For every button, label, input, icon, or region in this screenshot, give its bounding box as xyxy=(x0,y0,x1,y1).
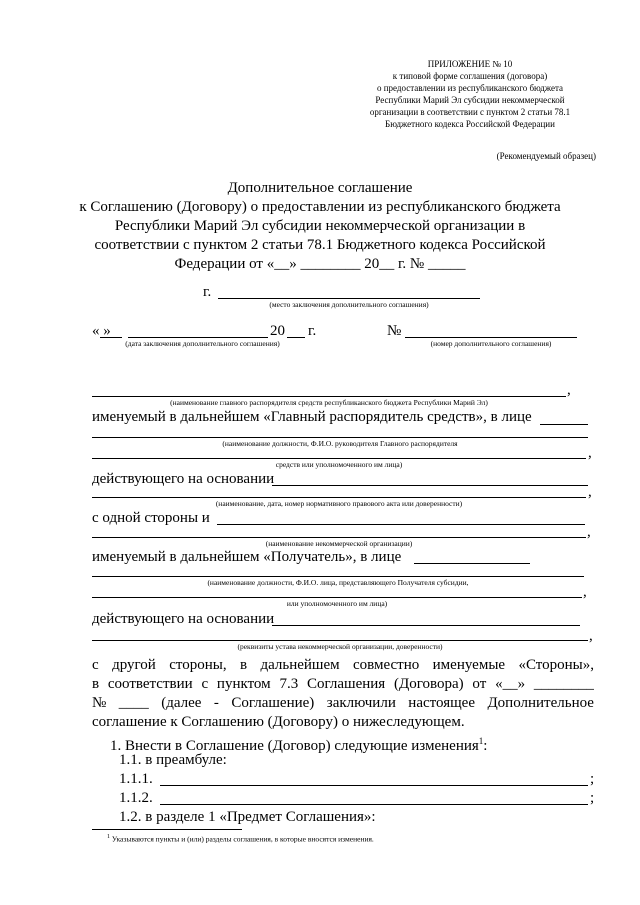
title-line-4: соответствии с пунктом 2 статьи 78.1 Бюджетного кодекса Российской xyxy=(94,237,546,253)
place-field-line[interactable] xyxy=(218,298,480,299)
word: 7.3 xyxy=(279,676,299,692)
manager-person-line-a[interactable] xyxy=(540,424,588,425)
title-line-3: Республики Марий Эл субсидии некоммерческой организации в xyxy=(114,218,526,234)
word: (Договора) xyxy=(393,676,464,692)
word: пунктом xyxy=(216,676,271,692)
item-1-text: 1. Внести в Соглашение (Договор) следующие изменения xyxy=(110,738,479,754)
item-1-1: 1.1. в преамбуле: xyxy=(119,752,227,768)
org-name-line-b[interactable] xyxy=(92,537,586,538)
month-field-line[interactable] xyxy=(128,337,268,338)
word: совместно xyxy=(353,657,420,673)
footnote xyxy=(107,833,374,844)
recommended-sample: (Рекомендуемый образец) xyxy=(496,151,596,161)
recipient-person-line-c[interactable] xyxy=(92,597,582,598)
word: с xyxy=(201,676,209,692)
appendix-line-2: к типовой форме соглашения (договора) xyxy=(392,71,548,81)
position-caption-1b: средств или уполномоченного им лица) xyxy=(275,460,403,469)
appendix-line-6: Бюджетного кодекса Российской Федерации xyxy=(385,119,555,129)
semicolon-2: ; xyxy=(590,790,595,806)
manager-person-line-c[interactable] xyxy=(92,458,586,459)
footnote-divider xyxy=(92,829,242,830)
word: заключили xyxy=(326,695,396,711)
semicolon-1: ; xyxy=(590,771,595,787)
word: в xyxy=(239,657,248,673)
appendix-line-1: ПРИЛОЖЕНИЕ № 10 xyxy=(427,59,513,69)
item-1-1-1: 1.1.1. xyxy=(119,771,153,787)
word: соответствии xyxy=(107,676,193,692)
footnote-text: Указываются пункты и (или) разделы соглашения, в которые вносятся изменения. xyxy=(111,834,374,844)
one-side-text: с одной стороны и xyxy=(92,510,210,526)
recipient-person-line-a[interactable] xyxy=(414,563,530,564)
word: настоящее xyxy=(408,695,475,711)
word: от xyxy=(472,676,487,692)
number-sign: № xyxy=(387,323,402,339)
word: другой xyxy=(112,657,156,673)
word: именуемые xyxy=(432,657,506,673)
word: ____ xyxy=(118,695,149,711)
appendix-line-3: о предоставлении из республиканского бюджета xyxy=(376,83,564,93)
date-year: 20 xyxy=(270,323,285,339)
word: - xyxy=(213,695,219,711)
comma-6: , xyxy=(589,628,593,644)
item-1-1-2-line[interactable] xyxy=(160,804,588,805)
acting-basis-1: действующего на основании xyxy=(92,471,275,487)
place-prefix: г. xyxy=(203,284,212,300)
word: № xyxy=(92,695,107,711)
appendix-line-4: Республики Марий Эл субсидии некоммерческой xyxy=(375,95,565,105)
basis-2-line-a[interactable] xyxy=(272,625,580,626)
paragraph-line-4: соглашение к Соглашению (Договору) о нижеследующем. xyxy=(92,714,465,730)
appendix-line-5: организации в соответствии с пунктом 2 статьи 78.1 xyxy=(369,107,571,117)
place-caption: (место заключения дополнительного соглашения) xyxy=(269,300,429,309)
position-caption-2b: или уполномоченного им лица) xyxy=(286,599,388,608)
day-field-line[interactable] xyxy=(100,337,122,338)
title-line-1: Дополнительное соглашение xyxy=(227,180,413,196)
word: дальнейшем xyxy=(260,657,340,673)
basis-1-line-b[interactable] xyxy=(92,497,586,498)
comma-3: , xyxy=(588,484,592,500)
basis-2-line-b[interactable] xyxy=(92,640,588,641)
footnote-mark: 1 xyxy=(107,834,110,840)
date-year-suffix: г. xyxy=(308,323,317,339)
main-manager-caption: (наименование главного распорядителя средств республиканского бюджета Республики Марий Эл) xyxy=(170,398,488,407)
basis-1-line-a[interactable] xyxy=(272,485,588,486)
item-1-colon: : xyxy=(483,738,488,754)
paragraph-line-2 xyxy=(92,675,594,694)
word: (далее xyxy=(161,695,202,711)
document-title xyxy=(70,179,570,274)
title-line-2: к Соглашению (Договору) о предоставлении из республиканского бюджета xyxy=(79,199,561,215)
word: в xyxy=(92,676,100,692)
word: ________ xyxy=(533,676,594,692)
number-caption: (номер дополнительного соглашения) xyxy=(430,339,552,348)
named-main-manager: именуемый в дальнейшем «Главный распорядитель средств», в лице xyxy=(92,409,532,425)
word: «__» xyxy=(495,676,526,692)
org-caption: (наименование некоммерческой организации) xyxy=(265,539,413,548)
item-1-2: 1.2. в разделе 1 «Предмет Соглашения»: xyxy=(119,809,376,825)
org-name-line-a[interactable] xyxy=(217,524,585,525)
agreement-number-line[interactable] xyxy=(405,337,577,338)
comma-5: , xyxy=(583,584,587,600)
appendix-block xyxy=(350,58,590,130)
basis-1-caption: (наименование, дата, номер нормативного правового акта или доверенности) xyxy=(215,499,463,508)
date-caption: (дата заключения дополнительного соглашения) xyxy=(125,339,280,348)
position-caption-1: (наименование должности, Ф.И.О. руководителя Главного распорядителя xyxy=(222,439,458,448)
word: Соглашения xyxy=(306,676,386,692)
paragraph-line-1 xyxy=(92,656,594,675)
word: с xyxy=(92,657,99,673)
year-field-line[interactable] xyxy=(287,337,305,338)
comma-2: , xyxy=(588,445,592,461)
footnote-ref[interactable]: 1 xyxy=(478,736,484,746)
title-line-5: Федерации от «__» ________ 20__ г. № _____ xyxy=(174,256,466,272)
position-caption-2: (наименование должности, Ф.И.О. лица, представляющего Получателя субсидии, xyxy=(207,578,469,587)
word: «Стороны», xyxy=(518,657,594,673)
named-recipient: именуемый в дальнейшем «Получатель», в лице xyxy=(92,549,402,565)
acting-basis-2: действующего на основании xyxy=(92,611,275,627)
comma-4: , xyxy=(587,524,591,540)
date-quotes: « » xyxy=(92,323,111,339)
paragraph-line-3 xyxy=(92,694,594,713)
recipient-person-line-b[interactable] xyxy=(92,576,584,577)
item-1-1-1-line[interactable] xyxy=(160,785,588,786)
word: стороны, xyxy=(169,657,227,673)
manager-person-line-b[interactable] xyxy=(92,437,588,438)
word: Дополнительное xyxy=(487,695,594,711)
word: Соглашение) xyxy=(231,695,315,711)
main-manager-name-line[interactable] xyxy=(92,396,566,397)
item-1-1-2: 1.1.2. xyxy=(119,790,153,806)
basis-2-caption: (реквизиты устава некоммерческой организации, доверенности) xyxy=(237,642,443,651)
comma-1: , xyxy=(567,382,571,398)
